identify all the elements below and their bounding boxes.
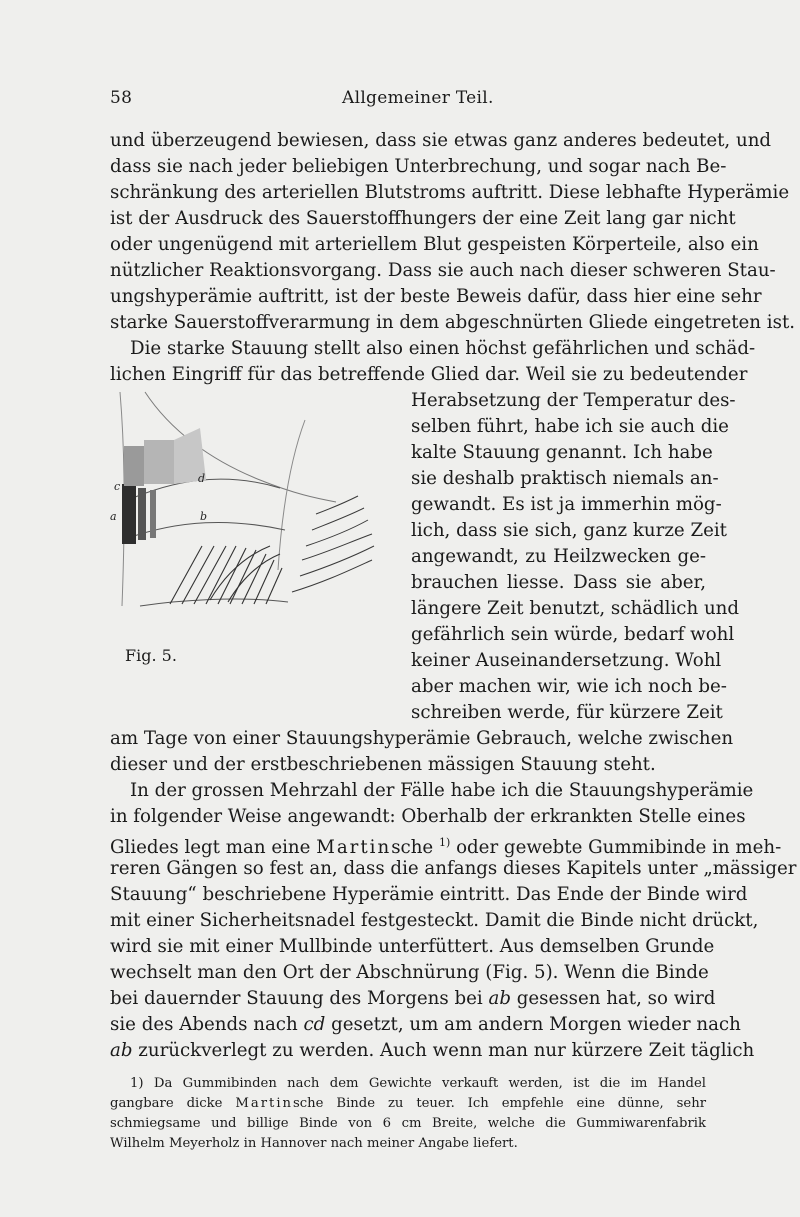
footnote-line	[110, 1094, 706, 1114]
position-ab: ab	[488, 988, 511, 1009]
body-line: Stauung“ beschriebene Hyperämie eintritt. Das Ende der Binde wird	[110, 884, 748, 905]
body-line: reren Gängen so fest an, dass die anfangs dieses Kapitels unter „mässiger	[110, 858, 797, 879]
figure-5	[110, 370, 380, 608]
footnote-line: schmiegsame und billige Binde von 6 cm Breite, welche die Gummiwarenfabrik	[110, 1116, 706, 1131]
body-line	[110, 830, 782, 859]
text-span: sche Binde zu teuer. Ich empfehle eine dünne, sehr	[293, 1096, 707, 1111]
body-line: lichen Eingriff für das betreffende Glied dar. Weil sie zu bedeutender	[110, 364, 748, 385]
body-line: starke Sauerstoffverarmung in dem abgeschnürten Gliede eingetreten ist.	[110, 312, 796, 333]
wrap-line: sie deshalb praktisch niemals an-	[411, 468, 719, 489]
figure-label-b: b	[200, 510, 208, 523]
author-name-martin: Martin	[316, 837, 392, 859]
body-line	[110, 986, 716, 1012]
figure-label-d: d	[198, 472, 206, 485]
text-span: zurückverlegt zu werden. Auch wenn man nur kürzere Zeit täglich	[138, 1040, 755, 1061]
footnote-line: 1) Da Gummibinden nach dem Gewichte verkauft werden, ist die im Handel	[130, 1076, 706, 1091]
body-line: ist der Ausdruck des Sauerstoffhungers der eine Zeit lang gar nicht	[110, 208, 736, 229]
position-cd: cd	[303, 1014, 326, 1035]
figure-caption: Fig. 5.	[125, 646, 177, 665]
text-span: oder gewebte Gummibinde in meh-	[456, 837, 782, 859]
arm-bandage-illustration	[110, 370, 380, 608]
body-line: dass sie nach jeder beliebigen Unterbrechung, und sogar nach Be-	[110, 156, 727, 177]
body-line: und überzeugend bewiesen, dass sie etwas ganz anderes bedeutet, und	[110, 130, 772, 151]
body-line: schränkung des arteriellen Blutstroms auftritt. Diese lebhafte Hyperämie	[110, 182, 790, 203]
page-header	[110, 88, 710, 112]
text-span: gesessen hat, so wird	[516, 988, 716, 1009]
figure-label-a: a	[110, 510, 117, 523]
text-span: gesetzt, um am andern Morgen wieder nach	[331, 1014, 741, 1035]
position-ab: ab	[110, 1040, 133, 1061]
body-line: wechselt man den Ort der Abschnürung (Fig. 5). Wenn die Binde	[110, 962, 709, 983]
wrap-line: Herabsetzung der Temperatur des-	[411, 390, 736, 411]
wrap-line: gefährlich sein würde, bedarf wohl	[411, 624, 735, 645]
text-span: gangbare dicke	[110, 1096, 223, 1111]
text-span: sie des Abends nach	[110, 1014, 298, 1035]
body-line: nützlicher Reaktionsvorgang. Dass sie auch nach dieser schweren Stau-	[110, 260, 776, 281]
running-title: Allgemeiner Teil.	[342, 88, 494, 108]
body-line	[110, 1038, 755, 1064]
wrap-line: keiner Auseinandersetzung. Wohl	[411, 650, 722, 671]
text-span: sche	[391, 837, 434, 859]
wrap-line: angewandt, zu Heilzwecken ge-	[411, 546, 706, 567]
wrap-line: lich, dass sie sich, ganz kurze Zeit	[411, 520, 727, 541]
body-line: dieser und der erstbeschriebenen mässigen Stauung steht.	[110, 754, 656, 775]
page-number: 58	[110, 88, 133, 108]
body-line: am Tage von einer Stauungshyperämie Gebrauch, welche zwischen	[110, 728, 734, 749]
author-name-martin: Martin	[235, 1096, 294, 1111]
body-line: oder ungenügend mit arteriellem Blut gespeisten Körperteile, also ein	[110, 234, 759, 255]
body-line: Die starke Stauung stellt also einen höchst gefährlichen und schäd-	[130, 338, 756, 359]
text-span: bei dauernder Stauung des Morgens bei	[110, 988, 483, 1009]
body-line	[110, 1012, 741, 1038]
body-line: in folgender Weise angewandt: Oberhalb der erkrankten Stelle eines	[110, 806, 746, 827]
figure-label-c: c	[114, 480, 121, 493]
wrap-line: aber machen wir, wie ich noch be-	[411, 676, 727, 697]
wrap-line: brauchen liesse. Dass sie aber,	[411, 572, 706, 593]
wrap-line: selben führt, habe ich sie auch die	[411, 416, 729, 437]
wrap-line: längere Zeit benutzt, schädlich und	[411, 598, 740, 619]
wrap-line: kalte Stauung genannt. Ich habe	[411, 442, 713, 463]
footnote-marker: 1)	[439, 836, 451, 849]
body-line: ungshyperämie auftritt, ist der beste Beweis dafür, dass hier eine sehr	[110, 286, 762, 307]
text-span: Gliedes legt man eine	[110, 837, 311, 859]
wrap-line: gewandt. Es ist ja immerhin mög-	[411, 494, 722, 515]
wrap-line: schreiben werde, für kürzere Zeit	[411, 702, 723, 723]
body-line: wird sie mit einer Mullbinde unterfüttert. Aus demselben Grunde	[110, 936, 715, 957]
footnote-line: Wilhelm Meyerholz in Hannover nach meiner Angabe liefert.	[110, 1136, 518, 1151]
body-line: In der grossen Mehrzahl der Fälle habe ich die Stauungshyperämie	[130, 780, 754, 801]
body-line: mit einer Sicherheitsnadel festgesteckt. Damit die Binde nicht drückt,	[110, 910, 759, 931]
